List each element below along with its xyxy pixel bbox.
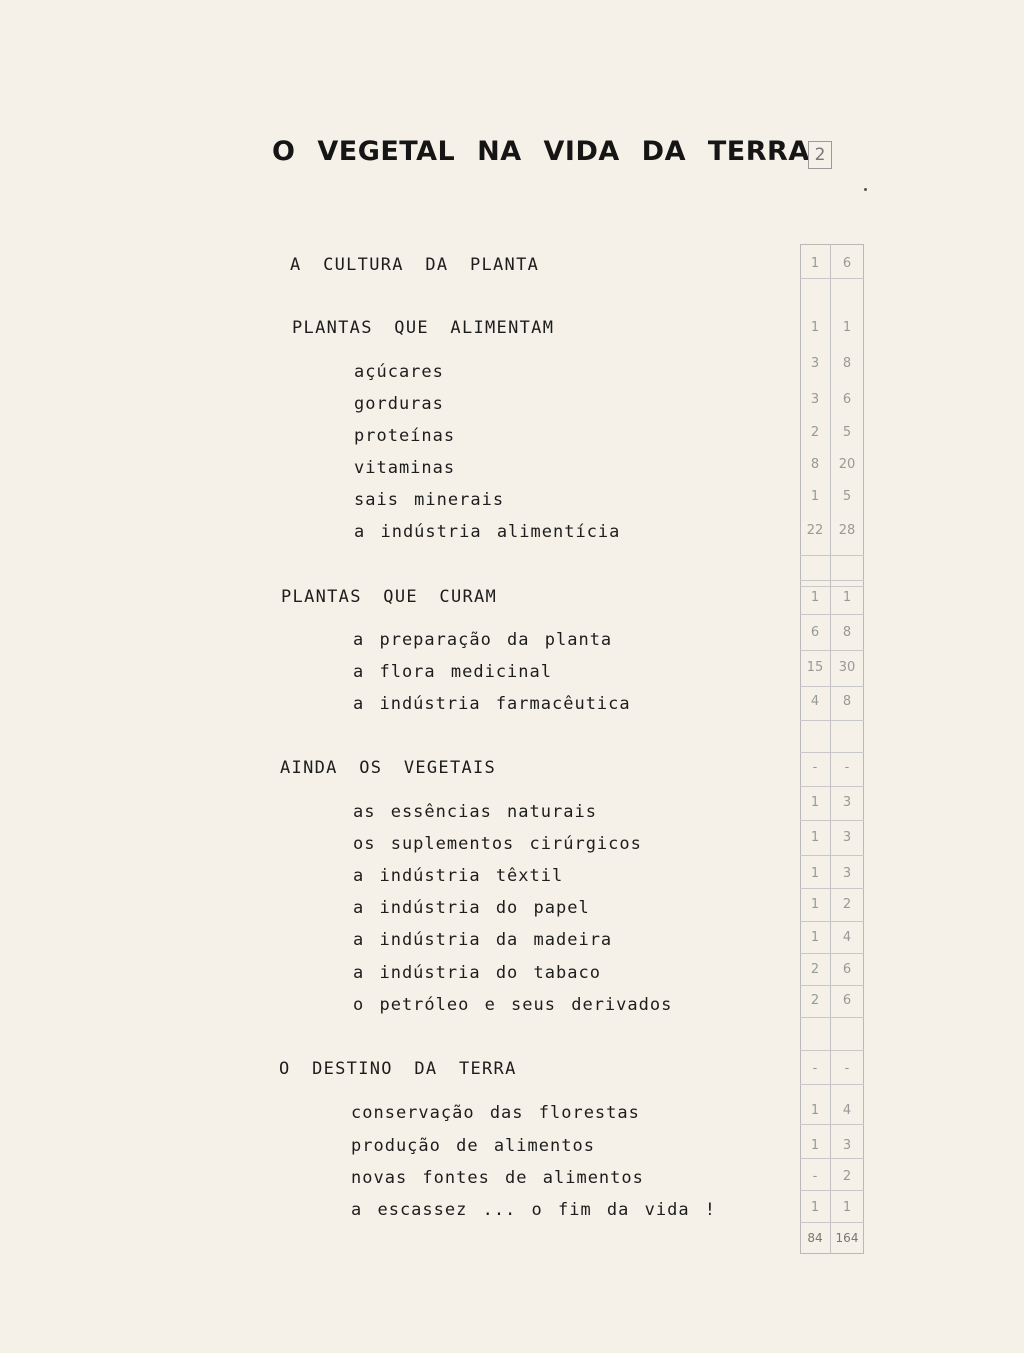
list-item: sais minerais	[354, 490, 505, 510]
grid-line	[800, 278, 864, 279]
tally-right: 30	[838, 660, 856, 675]
list-item: novas fontes de alimentos	[351, 1168, 644, 1188]
grid-line	[800, 686, 864, 687]
tally-left: 4	[810, 694, 820, 709]
list-item: a indústria alimentícia	[354, 522, 621, 542]
tally-right: -	[844, 760, 850, 775]
tally-right: 8	[842, 356, 852, 371]
tally-grid-separator	[830, 244, 831, 1254]
tally-left: 1	[810, 590, 820, 605]
tally-right: 1	[842, 590, 852, 605]
grid-line	[800, 1084, 864, 1085]
tally-right: 8	[842, 625, 852, 640]
tally-right: 5	[842, 425, 852, 440]
tally-right: 6	[842, 993, 852, 1008]
tally-right: 3	[842, 1138, 852, 1153]
list-item: produção de alimentos	[351, 1136, 595, 1156]
tally-right: 6	[842, 256, 852, 271]
grid-line	[800, 855, 864, 856]
tally-right: 4	[842, 1103, 852, 1118]
grid-line	[800, 650, 864, 651]
list-item: a preparação da planta	[353, 630, 613, 650]
tally-left: 1	[810, 1200, 820, 1215]
tally-left: -	[812, 760, 818, 775]
tally-right: 6	[842, 392, 852, 407]
page-title: O VEGETAL NA VIDA DA TERRA	[272, 136, 810, 167]
tally-left: 15	[806, 660, 824, 675]
tally-right: 28	[838, 523, 856, 538]
grid-line	[800, 953, 864, 954]
tally-left: 1	[810, 1103, 820, 1118]
grid-line	[800, 614, 864, 615]
section-heading: PLANTAS QUE CURAM	[281, 587, 498, 607]
list-item: vitaminas	[354, 458, 456, 478]
list-item: a indústria do papel	[353, 898, 590, 918]
list-item: a flora medicinal	[353, 662, 552, 682]
grid-line	[800, 820, 864, 821]
grid-line	[800, 786, 864, 787]
grid-line	[800, 555, 864, 556]
list-item: a escassez ... o fim da vida !	[351, 1200, 717, 1220]
tally-left: 22	[806, 523, 824, 538]
tally-left: 1	[810, 256, 820, 271]
tally-left: -	[812, 1061, 818, 1076]
tally-right: 6	[842, 962, 852, 977]
list-item: conservação das florestas	[351, 1103, 640, 1123]
tally-right: 20	[838, 457, 856, 472]
total-left: 84	[807, 1231, 823, 1245]
tally-left: 6	[810, 625, 820, 640]
tally-left: 1	[810, 320, 820, 335]
tally-right: 3	[842, 866, 852, 881]
section-heading: PLANTAS QUE ALIMENTAM	[292, 318, 555, 338]
page-number-box: 2	[808, 141, 832, 169]
grid-line	[800, 1017, 864, 1018]
tally-right: 5	[842, 489, 852, 504]
grid-line	[800, 921, 864, 922]
grid-line	[800, 985, 864, 986]
grid-line	[800, 1050, 864, 1051]
section-heading: A CULTURA DA PLANTA	[290, 255, 540, 275]
list-item: as essências naturais	[353, 802, 597, 822]
tally-left: 2	[810, 425, 820, 440]
grid-line	[800, 1124, 864, 1125]
tally-right: 1	[842, 320, 852, 335]
tally-left: 1	[810, 897, 820, 912]
total-right: 164	[835, 1231, 859, 1245]
section-heading: O DESTINO DA TERRA	[279, 1059, 517, 1079]
section-heading: AINDA OS VEGETAIS	[280, 758, 497, 778]
grid-line	[800, 580, 864, 581]
list-item: a indústria da madeira	[353, 930, 613, 950]
grid-line	[800, 752, 864, 753]
tally-right: 4	[842, 930, 852, 945]
list-item: o petróleo e seus derivados	[353, 995, 673, 1015]
tally-right: 3	[842, 795, 852, 810]
grid-line	[800, 586, 864, 587]
tally-left: 8	[810, 457, 820, 472]
tally-left: 2	[810, 993, 820, 1008]
paper-speck	[864, 188, 867, 191]
tally-left: -	[812, 1169, 818, 1184]
list-item: proteínas	[354, 426, 456, 446]
tally-right: 2	[842, 897, 852, 912]
tally-left: 1	[810, 866, 820, 881]
tally-right: 8	[842, 694, 852, 709]
list-item: a indústria têxtil	[353, 866, 564, 886]
grid-line	[800, 720, 864, 721]
tally-left: 1	[810, 795, 820, 810]
grid-line	[800, 1190, 864, 1191]
tally-left: 1	[810, 489, 820, 504]
list-item: açúcares	[354, 362, 444, 382]
tally-left: 2	[810, 962, 820, 977]
grid-line	[800, 888, 864, 889]
grid-line	[800, 1222, 864, 1223]
list-item: a indústria farmacêutica	[353, 694, 631, 714]
list-item: gorduras	[354, 394, 444, 414]
list-item: os suplementos cirúrgicos	[353, 834, 642, 854]
tally-right: -	[844, 1061, 850, 1076]
tally-right: 1	[842, 1200, 852, 1215]
grid-line	[800, 1158, 864, 1159]
tally-left: 1	[810, 830, 820, 845]
tally-left: 1	[810, 1138, 820, 1153]
list-item: a indústria do tabaco	[353, 963, 601, 983]
tally-right: 2	[842, 1169, 852, 1184]
tally-left: 3	[810, 392, 820, 407]
tally-right: 3	[842, 830, 852, 845]
tally-left: 1	[810, 930, 820, 945]
tally-left: 3	[810, 356, 820, 371]
